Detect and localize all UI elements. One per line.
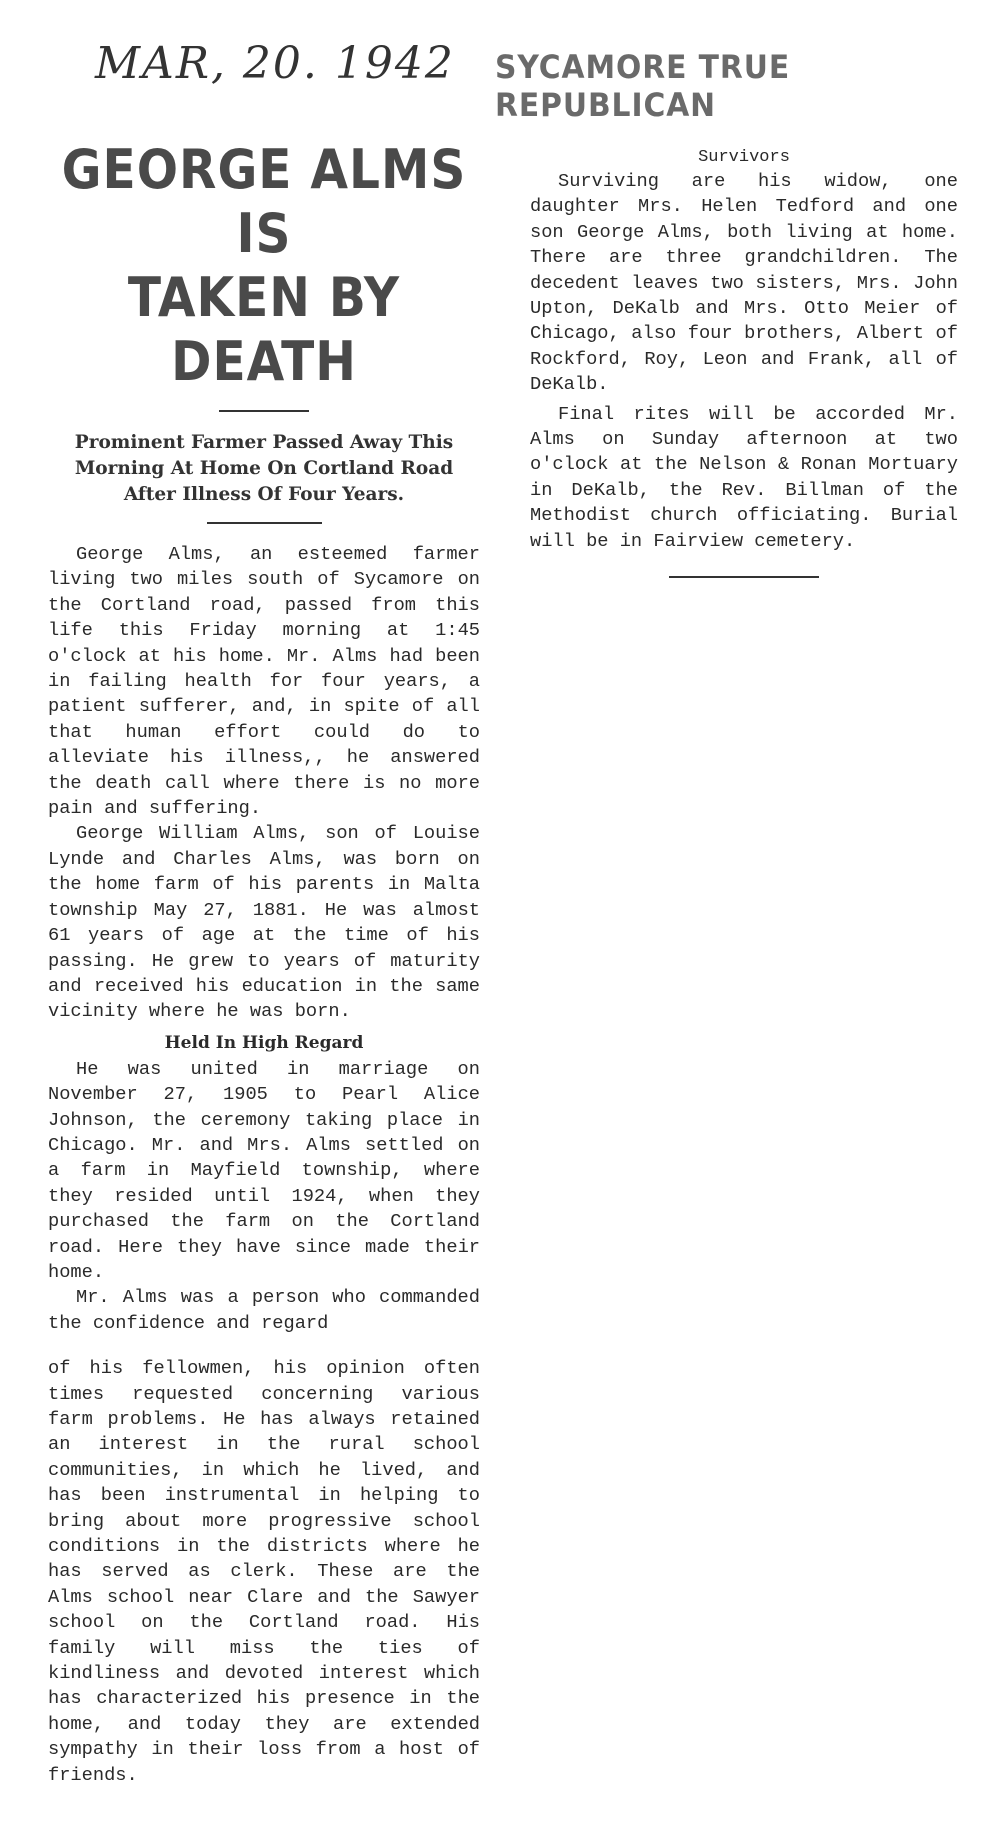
newspaper-name-stamp: SYCAMORE TRUE REPUBLICAN bbox=[495, 48, 791, 124]
article-column-left bbox=[48, 138, 480, 1788]
headline-line-2: TAKEN BY DEATH bbox=[127, 266, 401, 393]
article-column-right bbox=[530, 148, 958, 578]
paragraph-5: Surviving are his widow, one daughter Mrs. Helen Tedford and one son George Alms, both living at home. There are three grandchildren. The decedent leaves two sisters, Mrs. John Upton, DeKalb and Mrs. Otto Meier of Chicago, also four brothers, Albert of Rockford, Roy, Leon and Frank, all of DeKalb. bbox=[530, 170, 958, 396]
headline-divider bbox=[219, 410, 309, 412]
deck-subheadline: Prominent Farmer Passed Away This Morning At Home On Cortland Road After Illness Of Four Years. bbox=[74, 432, 454, 505]
headline-line-1: GEORGE ALMS IS bbox=[61, 138, 467, 265]
paragraph-6: Final rites will be accorded Mr. Alms on Sunday afternoon at two o'clock at the Nelson & Ronan Mortuary in DeKalb, the Rev. Billman of the Methodist church officiating. Burial will be in Fairview cemetery. bbox=[530, 402, 958, 552]
paragraph-4b: of his fellowmen, his opinion often times requested concerning various farm problems. He has always retained an interest in the rural school communities, in which he lived, and has been instrumental in helping to bring about more progressive school conditions in the districts where he has served as clerk. These are the Alms school near Clare and the Sawyer school on the Cortland road. His family will miss the ties of kindliness and devoted interest which has characterized his presence in the home, and today they are extended sympathy in their loss from a host of friends. bbox=[48, 1357, 480, 1786]
deck-divider bbox=[207, 522, 322, 524]
paragraph-2: George William Alms, son of Louise Lynde and Charles Alms, was born on the home farm of his parents in Malta township May 27, 1881. He was almost 61 years of age at the time of his passing. He grew to years of maturity and received his education in the same vicinity where he was born. bbox=[48, 822, 480, 1023]
subhead-held-in-high-regard: Held In High Regard bbox=[164, 1032, 364, 1053]
paragraph-1: George Alms, an esteemed farmer living two miles south of Sycamore on the Cortland road, passed from this life this Friday morning at 1:45 o'clock at his home. Mr. Alms had been in failing health for four years, a patient sufferer, and, in spite of all that human effort could do to alleviate his illness,, he answered the death call where there is no more pain and suffering. bbox=[48, 543, 480, 820]
handwritten-date: MAR, 20. 1942 bbox=[95, 38, 455, 89]
paragraph-3: He was united in marriage on November 27, 1905 to Pearl Alice Johnson, the ceremony taking place in Chicago. Mr. and Mrs. Alms settled on a farm in Mayfield township, where they resided until 1924, when they purchased the farm on the Cortland road. Here they have since made their home. bbox=[48, 1057, 480, 1283]
subhead-survivors: Survivors bbox=[698, 148, 790, 167]
paragraph-4a: Mr. Alms was a person who commanded the confidence and regard bbox=[48, 1286, 480, 1334]
end-rule bbox=[669, 576, 819, 578]
